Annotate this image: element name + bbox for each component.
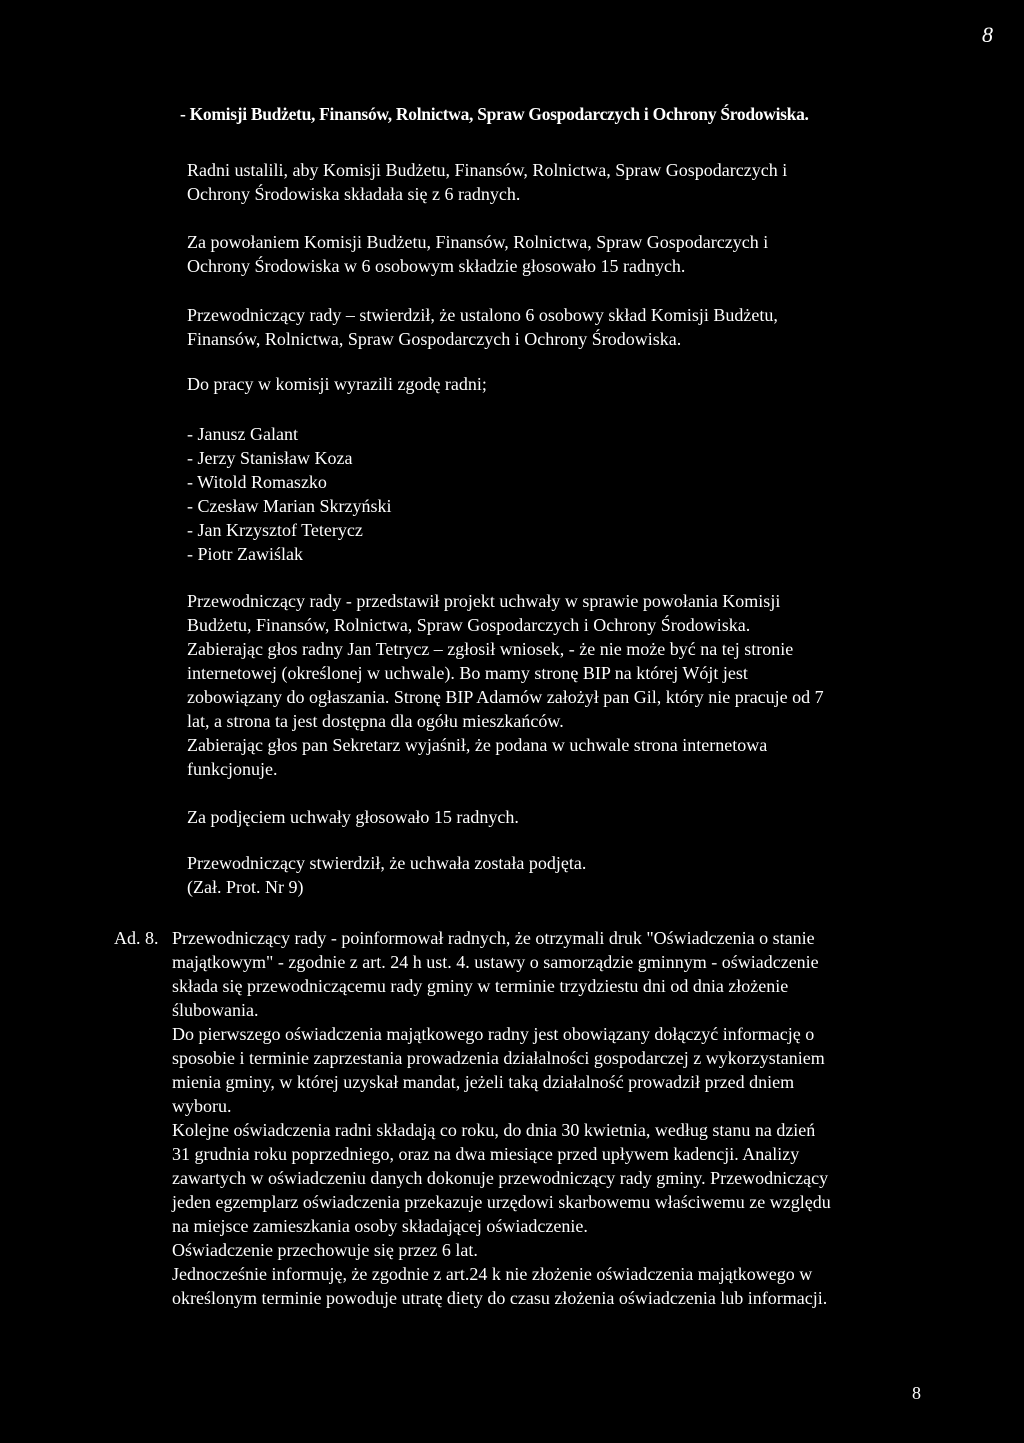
text-line: Budżetu, Finansów, Rolnictwa, Spraw Gospodarczych i Ochrony Środowiska.: [187, 615, 751, 635]
text-line: zawartych w oświadczeniu danych dokonuje przewodniczący rady gminy. Przewodniczący: [172, 1168, 829, 1188]
handwritten-page-mark: 8: [982, 22, 993, 47]
agenda-item-text: [172, 926, 932, 1310]
text-line: Za podjęciem uchwały głosowało 15 radnych.: [187, 807, 519, 827]
text-line: Ochrony Środowiska w 6 osobowym składzie głosowało 15 radnych.: [187, 256, 686, 276]
text-line: sposobie i terminie zaprzestania prowadzenia działalności gospodarczej z wykorzystaniem: [172, 1048, 825, 1068]
text-line: Przewodniczący rady – stwierdził, że ustalono 6 osobowy skład Komisji Budżetu,: [187, 305, 778, 325]
paragraph-consent-intro: [187, 372, 927, 396]
text-line: Oświadczenie przechowuje się przez 6 lat.: [172, 1240, 478, 1260]
text-line: wyboru.: [172, 1096, 232, 1116]
text-line: Za powołaniem Komisji Budżetu, Finansów, Rolnictwa, Spraw Gospodarczych i: [187, 232, 769, 252]
paragraph-committee-size: [187, 158, 927, 206]
text-line: Finansów, Rolnictwa, Spraw Gospodarczych i Ochrony Środowiska.: [187, 329, 682, 349]
list-item: - Piotr Zawiślak: [187, 544, 303, 564]
text-line: Zabierając głos radny Jan Tetrycz – zgłosił wniosek, - że nie może być na tej stronie: [187, 639, 794, 659]
text-line: lat, a strona ta jest dostępna dla ogółu mieszkańców.: [187, 711, 564, 731]
section-heading: - Komisji Budżetu, Finansów, Rolnictwa, Spraw Gospodarczych i Ochrony Środowiska.: [180, 104, 809, 124]
text-line: określonym terminie powoduje utratę diety do czasu złożenia oświadczenia lub informacji.: [172, 1288, 828, 1308]
text-line: na miejsce zamieszkania osoby składającej oświadczenie.: [172, 1216, 588, 1236]
text-line: internetowej (określonej w uchwale). Bo mamy stronę BIP na której Wójt jest: [187, 663, 748, 683]
list-item: - Jan Krzysztof Teterycz: [187, 520, 363, 540]
paragraph-resolution-adopted: [187, 851, 927, 899]
list-item: - Witold Romaszko: [187, 472, 327, 492]
text-line: funkcjonuje.: [187, 759, 278, 779]
text-line: Do pierwszego oświadczenia majątkowego radny jest obowiązany dołączyć informację o: [172, 1024, 815, 1044]
text-line: Ochrony Środowiska składała się z 6 radnych.: [187, 184, 521, 204]
text-line: Przewodniczący rady - przedstawił projekt uchwały w sprawie powołania Komisji: [187, 591, 781, 611]
member-list: [187, 422, 391, 566]
text-line: 31 grudnia roku poprzedniego, oraz na dwa miesiące przed upływem kadencji. Analizy: [172, 1144, 800, 1164]
list-item: - Czesław Marian Skrzyński: [187, 496, 392, 516]
text-line: Do pracy w komisji wyrazili zgodę radni;: [187, 374, 487, 394]
paragraph-vote-appointment: [187, 230, 927, 278]
text-line: Radni ustalili, aby Komisji Budżetu, Finansów, Rolnictwa, Spraw Gospodarczych i: [187, 160, 788, 180]
text-line: Przewodniczący rady - poinformował radnych, że otrzymali druk "Oświadczenia o stanie: [172, 928, 815, 948]
text-line: Przewodniczący stwierdził, że uchwała została podjęta.: [187, 853, 587, 873]
paragraph-resolution-discussion: [187, 589, 927, 781]
text-line: Zabierając głos pan Sekretarz wyjaśnił, że podana w uchwale strona internetowa: [187, 735, 768, 755]
paragraph-chairman-statement: [187, 303, 927, 351]
list-item: - Jerzy Stanisław Koza: [187, 448, 353, 468]
paragraph-resolution-vote: [187, 805, 927, 829]
agenda-item-label: Ad. 8.: [114, 928, 159, 948]
text-line: jeden egzemplarz oświadczenia przekazuje urzędowi skarbowemu właściwemu ze względu: [172, 1192, 831, 1212]
page-number: 8: [912, 1383, 921, 1403]
text-line: mienia gminy, w której uzyskał mandat, jeżeli taką działalność prowadził przed dniem: [172, 1072, 795, 1092]
text-line: zobowiązany do ogłaszania. Stronę BIP Adamów założył pan Gil, który nie pracuje od 7: [187, 687, 824, 707]
text-line: Jednocześnie informuję, że zgodnie z art.24 k nie złożenie oświadczenia majątkowego w: [172, 1264, 813, 1284]
text-line: składa się przewodniczącemu rady gminy w terminie trzydziestu dni od dnia złożenie: [172, 976, 789, 996]
text-line: ślubowania.: [172, 1000, 259, 1020]
text-line: Kolejne oświadczenia radni składają co roku, do dnia 30 kwietnia, według stanu na dzień: [172, 1120, 816, 1140]
text-line: (Zał. Prot. Nr 9): [187, 877, 304, 897]
text-line: majątkowym" - zgodnie z art. 24 h ust. 4. ustawy o samorządzie gminnym - oświadczenie: [172, 952, 819, 972]
list-item: - Janusz Galant: [187, 424, 298, 444]
